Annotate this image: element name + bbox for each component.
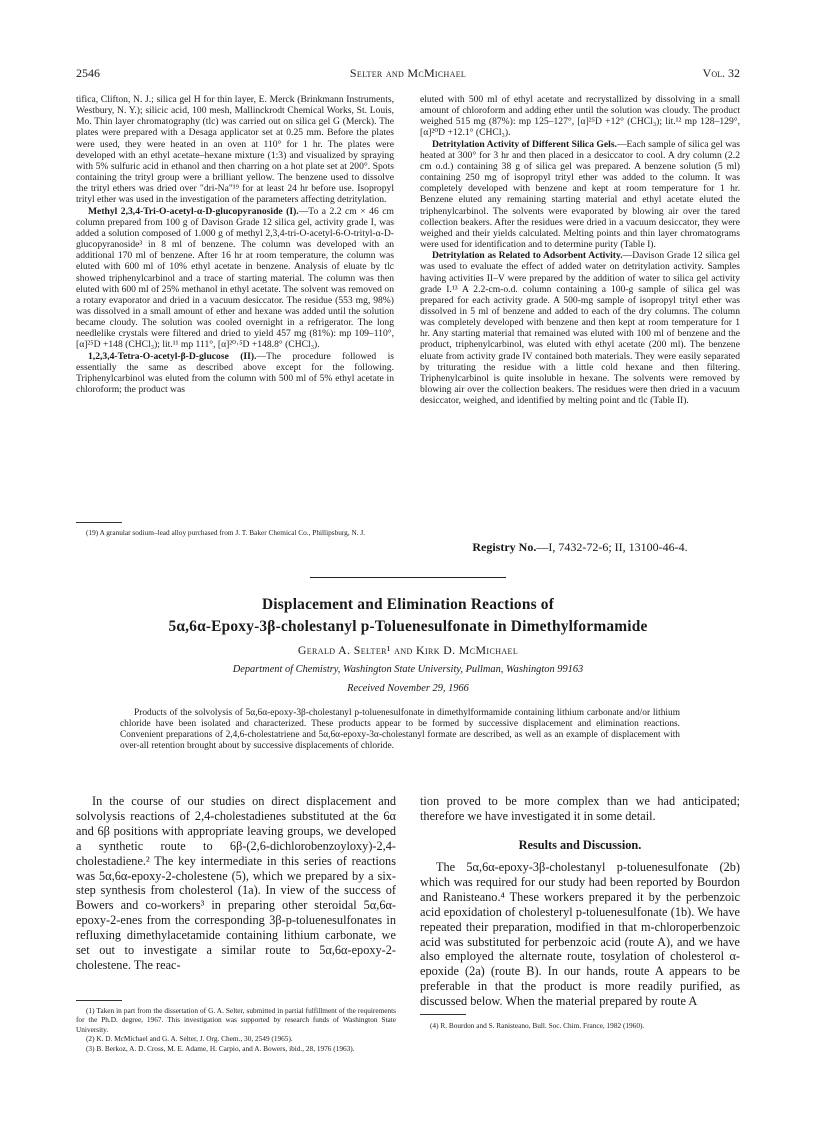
received-date: Received November 29, 1966 — [347, 683, 469, 694]
introduction-left — [76, 794, 396, 973]
results-paragraph: The 5α,6α-epoxy-3β-cholestanyl p-toluenesulfonate (2b) which was required for our study had been reported by Bourdon and Ranisteano.⁴ These workers prepared it by the perbenzoic acid epoxidation of cholesteryl p-toluenesulfonate (1b). We have repeated their preparation, modified in that m-chloroperbenzoic acid was substituted for perbenzoic acid (route A), and we have also employed the alternate route, tosylation of cholesterol α-epoxide (2a) (route B). In our hands, route A appears to be preferable in that the product is more readily purified, as discussed below. When the material prepared by route A — [420, 860, 740, 1009]
footnote-2: (2) K. D. McMichael and G. A. Selter, J. Org. Chem., 30, 2549 (1965). — [86, 1034, 293, 1044]
experimental-paragraph — [76, 351, 394, 396]
abstract-text: Products of the solvolysis of 5α,6α-epoxy-3β-cholestanyl p-toluenesulfonate in dimethylformamide containing lithium carbonate and/or lithium chloride have been isolated and characterized. These products appear to be formed by successive displacement and elimination reactions. Convenient preparations of 2,4,6-cholestatriene and 5α,6α-epoxy-3α-cholestanyl formate are described, as well as an example of displacement with over-all retention brought about by successive displacements of chloride. — [120, 708, 680, 752]
paragraph-text: —Each sample of silica gel was heated at 300° for 3 hr and then placed in a desiccator to cool. A dry column (2.2 cm o.d.) containing 38 g of silica gel was prepared. A benzene solution (5 ml) containing 250 mg of isopropyl trityl ether was added to the column. It was completely developed with benzene and kept at room temperature for 1 hr. Benzene eluted any remaining starting material and ethyl acetate eluted the triphenylcarbinol. The solvents were evaporated by blowing air over the tared collection beakers. After the residues were dried in a vacuum desiccator, they were weighed and their yields calculated. Melting points and thin layer chromatograms were used for identification and to determine purity (Table I). — [420, 138, 740, 251]
paragraph-text: —To a 2.2 cm × 46 cm column prepared from 100 g of Davison Grade 12 silica gel, activity grade I, was added a solution composed of 1.000 g of methyl 2,3,4-tri-O-acetyl-6-O-trityl-α-D-glucopyranoside³ in 8 ml of benzene. The column was developed with an additional 170 ml of benzene. After 16 hr at room temperature, the column was eluted with 600 ml of 10% ethyl acetate in benzene. Analysis of eluate by tlc showed triphenylcarbinol and a trace of starting material. The column was then eluted with 600 ml of 25% methanol in ethyl acetate. The solvent was removed on a rotary evaporator and dried in a vacuum desiccator. The residue (553 mg, 98%) was dissolved in a small amount of ether and hexane was added until the solution became cloudy. The solution was cooled overnight in a refrigerator. The long needlelike crystals were filtered and dried to yield 457 mg (81%): mp 109–110°, [α]²⁵D +148 (CHCl₃); lit.¹¹ mp 111°, [α]²⁰·⁵D +148.8° (CHCl₃). — [76, 205, 394, 351]
paragraph-heading: Methyl 2,3,4-Tri-O-acetyl-α-D-glucopyranoside (I). — [88, 205, 299, 217]
footnotes-left — [76, 1006, 396, 1053]
article-separator — [310, 577, 506, 578]
footnote-1: (1) Taken in part from the dissertation of G. A. Selter, submitted in partial fulfillment of the requirements for the Ph.D. degree, 1967. This investigation was supported by research funds of Washington State University. — [76, 1006, 396, 1034]
introduction-right — [420, 794, 740, 824]
paragraph-text: —The procedure followed is essentially the same as described above except for the following. Triphenylcarbinol was eluted from the column with 500 ml of 5% ethyl acetate in chloroform; the product was — [76, 350, 394, 396]
footnote-19 — [76, 528, 394, 537]
author-affiliation: Department of Chemistry, Washington State University, Pullman, Washington 99163 — [232, 664, 584, 675]
paragraph-heading: 1,2,3,4-Tetra-O-acetyl-β-D-glucose (II). — [88, 350, 257, 362]
article-authors: Gerald A. Selter¹ and Kirk D. McMichael — [297, 643, 519, 657]
experimental-paragraph — [420, 250, 740, 406]
experimental-paragraph — [420, 139, 740, 251]
paragraph-heading: Detritylation as Related to Adsorbent Activity. — [432, 250, 623, 262]
paragraph-text: —Davison Grade 12 silica gel was used to evaluate the effect of added water on detritylation activity. Samples having activities II–V were prepared by the addition of water to silica gel activity grade I.¹³ A 2.2-cm-o.d. column containing a 100-g sample of silica gel was prepared for each activity grade. A 500-mg sample of isopropyl trityl ether was dissolved in 5 ml of benzene and added to each of the dry columns. The column was completely developed with benzene and then kept at room temperature for 1 hr. Any starting material that remained was eluted with 100 ml of benzene and the product, triphenylcarbinol, was eluted with ethyl acetate (200 ml). The benzene eluate from activity grade IV contained both materials. They were easily separated by triturating the residue with a little cold hexane and then filtering. Triphenylcarbinol is quite insoluble in hexane. The solvents were removed by blowing air over the collection beakers. The residues were then dried in a vacuum desiccator, weighed, and identified by melting point and tlc (Table II). — [420, 250, 740, 407]
footnotes-right — [420, 1021, 740, 1030]
experimental-paragraph — [76, 206, 394, 351]
footnote-4: (4) R. Bourdon and S. Ranisteano, Bull. Soc. Chim. France, 1982 (1960). — [430, 1021, 645, 1030]
experimental-column-left — [76, 94, 394, 395]
footnote-text: (19) A granular sodium–lead alloy purchased from J. T. Baker Chemical Co., Phillipsburg, N. J. — [86, 528, 366, 537]
section-heading: Results and Discussion. — [518, 838, 642, 852]
article-title-line-1: Displacement and Elimination Reactions of — [261, 596, 555, 613]
page-number: 2546 — [76, 66, 100, 80]
article-title-line-2: 5α,6α-Epoxy-3β-cholestanyl p-Toluenesulfonate in Dimethylformamide — [168, 618, 648, 635]
experimental-paragraph: tifica, Clifton, N. J.; silica gel H for thin layer, E. Merck (Brinkmann Instruments, Westbury, N. Y.); silicic acid, 100 mesh, Mallinckrodt Chemical Works, St. Louis, Mo. Thin layer chromatography (tlc) was carried out on silica gel G (Merck). The plates were prepared with a Desaga applicator set at 0.25 mm. Before the plates were used, they were heated in an oven at 110° for 1 hr. The plates were developed with an ethyl acetate–hexane mixture (1:3) and visualized by spraying with 5% sulfuric acid in ethanol and then charring on a hot plate set at 200°. Spots containing the trityl group were a brilliant yellow. The benzene used to dissolve the trityl ethers was dried over "dri-Na"¹⁹ for at least 24 hr before use. Isopropyl trityl ether was used in the investigation of the parameters affecting detritylation. — [76, 94, 394, 206]
article-abstract — [120, 708, 680, 752]
paragraph-heading: Detritylation Activity of Different Silica Gels. — [432, 138, 617, 150]
experimental-column-right — [420, 94, 740, 406]
running-header — [76, 66, 740, 82]
experimental-paragraph: eluted with 500 ml of ethyl acetate and recrystallized by dissolving in a small amount of chloroform and adding ether until the solution was cloudy. The product weighed 515 mg (87%): mp 125–127°, [α]²⁵D +12° (CHCl₃); lit.¹² mp 128–129°, [α]²⁰D +12.1° (CHCl₃). — [420, 94, 740, 139]
footnote-divider — [420, 1014, 466, 1015]
results-discussion — [420, 860, 740, 1009]
running-head-authors: Selter and McMichael — [349, 66, 467, 80]
registry-values: —I, 7432-72-6; II, 13100-46-4. — [536, 540, 688, 554]
footnote-3: (3) B. Berkoz, A. D. Cross, M. E. Adame, H. Carpio, and A. Bowers, ibid., 28, 1976 (1963). — [86, 1043, 355, 1053]
volume-label: Vol. 32 — [702, 66, 740, 80]
registry-numbers — [420, 540, 740, 555]
intro-paragraph: In the course of our studies on direct displacement and solvolysis reactions of 2,4-cholestadienes substituted at the 6α and 6β positions with appropriate leaving groups, we developed a synthetic route to 6β-(2,6-dichlorobenzoyloxy)-2,4-cholestadiene.² The key intermediate in this series of reactions was 5α,6α-epoxy-2-cholestene (5), which we prepared by a six-step synthesis from cholesterol (1a). In view of the success of Bowers and co-workers³ in preparing other steroidal 5α,6α-epoxy-2-enes from the corresponding 3β-p-toluenesulfonates in refluxing dimethylacetamide containing lithium carbonate, we set out to investigate a similar route to 5α,6α-epoxy-2-cholestene. The reac- — [76, 794, 396, 972]
footnote-divider — [76, 522, 122, 523]
intro-continuation: tion proved to be more complex than we had anticipated; therefore we have investigated it in some detail. — [420, 794, 740, 823]
footnote-divider — [76, 1000, 122, 1001]
registry-label: Registry No. — [472, 540, 537, 554]
